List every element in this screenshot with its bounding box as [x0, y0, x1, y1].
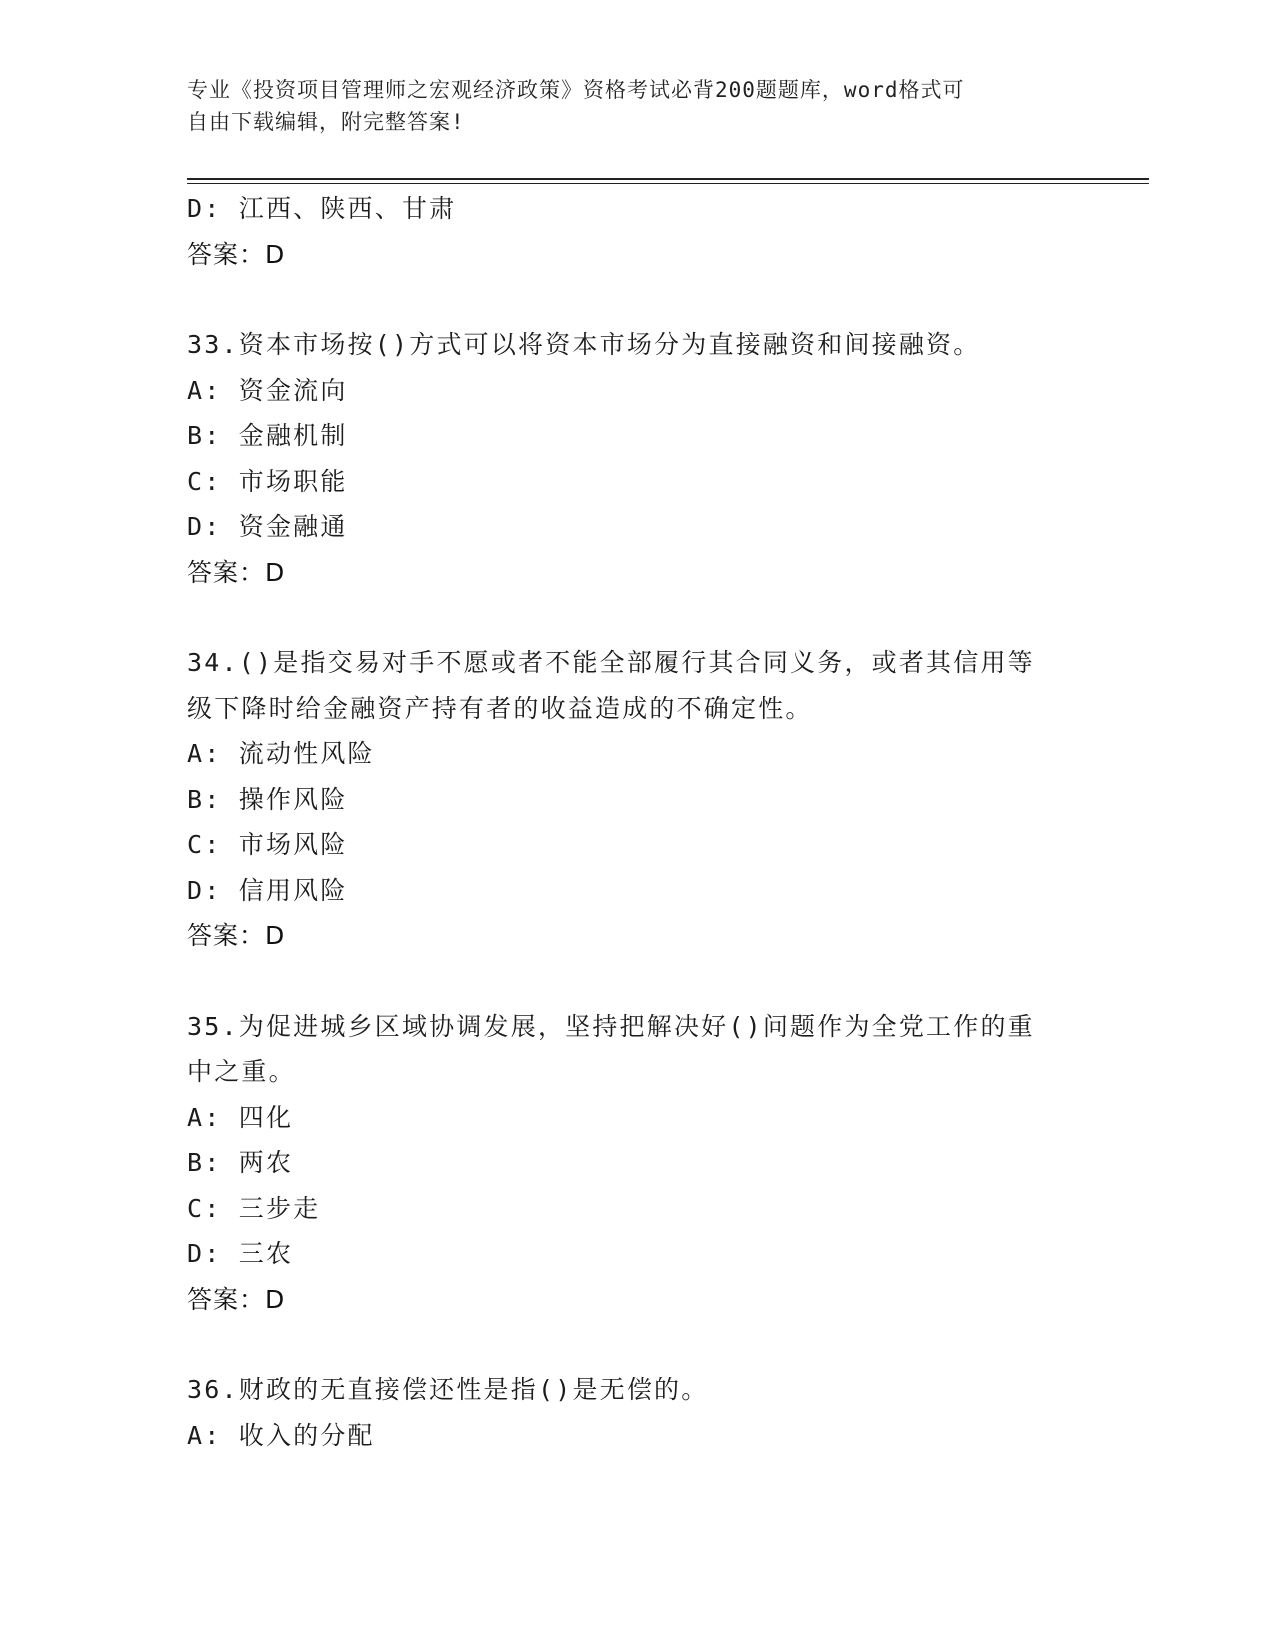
question-36 [187, 1367, 1087, 1458]
option-d: D: 三农 [187, 1239, 294, 1268]
question-33 [187, 322, 1087, 595]
question-text-line-2: 中之重。 [187, 1057, 296, 1086]
header-line-2: 自由下载编辑，附完整答案! [187, 110, 465, 134]
question-text-line-2: 级下降时给金融资产持有者的收益造成的不确定性。 [187, 693, 813, 723]
question-text: 36.财政的无直接偿还性是指()是无偿的。 [187, 1375, 709, 1404]
question-text: 33.资本市场按()方式可以将资本市场分为直接融资和间接融资。 [187, 330, 981, 359]
question-text-line-1: 34.()是指交易对手不愿或者不能全部履行其合同义务，或者其信用等 [187, 648, 1035, 677]
header-line-1: 专业《投资项目管理师之宏观经济政策》资格考试必背200题题库，word格式可 [187, 78, 965, 102]
option-d: D: 江西、陕西、甘肃 [187, 194, 457, 223]
question-35 [187, 1004, 1087, 1323]
answer-line: 答案：D [187, 1284, 286, 1314]
header-rule-thin [187, 183, 1149, 184]
question-list [187, 186, 1087, 1458]
option-a: A: 四化 [187, 1102, 294, 1132]
option-c: C: 市场职能 [187, 466, 348, 496]
option-a: A: 收入的分配 [187, 1420, 375, 1450]
question-32-tail [187, 186, 1087, 277]
option-a: A: 资金流向 [187, 375, 348, 405]
option-b: B: 金融机制 [187, 421, 348, 450]
answer-line: 答案：D [187, 239, 286, 269]
option-c: C: 三步走 [187, 1193, 321, 1223]
option-b: B: 两农 [187, 1148, 294, 1177]
option-b: B: 操作风险 [187, 784, 348, 814]
question-text-line-1: 35.为促进城乡区域协调发展，坚持把解决好()问题作为全党工作的重 [187, 1011, 1035, 1041]
answer-line: 答案：D [187, 921, 286, 950]
answer-line: 答案：D [187, 557, 286, 587]
option-a: A: 流动性风险 [187, 739, 375, 768]
question-34 [187, 640, 1087, 959]
option-c: C: 市场风险 [187, 830, 348, 859]
page-header [187, 74, 1067, 138]
header-rule-thick [187, 178, 1149, 180]
option-d: D: 资金融通 [187, 512, 348, 541]
option-d: D: 信用风险 [187, 875, 348, 905]
